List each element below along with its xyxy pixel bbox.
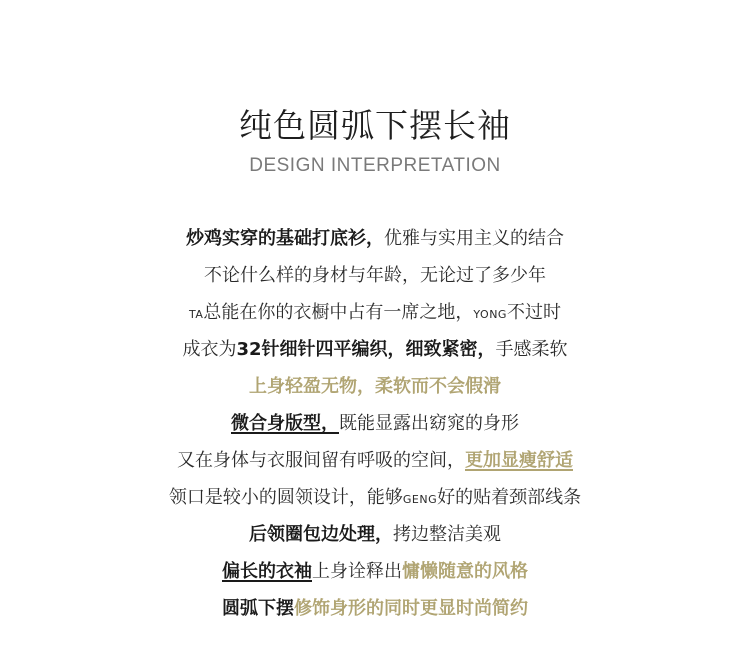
plain-text: 领口是较小的圆领设计，能够 [168, 487, 403, 508]
page-title: 纯色圆弧下摆长袖 [239, 106, 511, 145]
accent-text: 修饰身形的同时更显时尚简约 [294, 598, 528, 619]
accent-text: 慵懒随意的风格 [402, 561, 528, 582]
description-line-9 [0, 516, 750, 553]
underlined-highlight-text: 偏长的衣袖 [222, 561, 312, 582]
plain-text: 上身诠释出 [312, 561, 402, 582]
underlined-highlight-text: 微合身版型， [231, 413, 339, 434]
description-line-7 [0, 442, 750, 479]
small-caps-text: GENG [402, 493, 438, 506]
description-line-2 [0, 257, 750, 294]
page-subtitle: DESIGN INTERPRETATION [249, 155, 501, 176]
plain-text: 又在身体与衣服间留有呼吸的空间， [177, 450, 465, 471]
small-caps-text: TA [189, 308, 204, 321]
description-line-6 [0, 405, 750, 442]
description-line-3 [0, 294, 750, 331]
accent-text: 上身轻盈无物，柔软而不会假滑 [249, 376, 501, 397]
underlined-accent-text: 更加显瘦舒适 [465, 450, 573, 471]
description-line-1 [0, 220, 750, 257]
plain-text: 不过时 [506, 302, 561, 323]
description-line-10 [0, 553, 750, 590]
description-text [0, 220, 750, 627]
description-line-11 [0, 590, 750, 627]
plain-text: 好的贴着颈部线条 [437, 487, 582, 508]
plain-text: 总能在你的衣橱中占有一席之地， [203, 302, 474, 323]
description-line-4 [0, 331, 750, 368]
plain-text: 不论什么样的身材与年龄，无论过了多少年 [204, 265, 546, 286]
description-line-5 [0, 368, 750, 405]
highlight-text: 后领圈包边处理， [249, 524, 393, 545]
small-caps-text: YONG [473, 308, 507, 321]
plain-text: 拷边整洁美观 [393, 524, 501, 545]
plain-text: 既能显露出窈窕的身形 [339, 413, 519, 434]
plain-text: 手感柔软 [495, 339, 568, 360]
highlight-text: 炒鸡实穿的基础打底衫， [186, 228, 384, 249]
highlight-text: 32针细针四平编织，细致紧密， [236, 339, 496, 360]
plain-text: 优雅与实用主义的结合 [384, 228, 564, 249]
plain-text: 成衣为 [182, 339, 237, 360]
highlight-text: 圆弧下摆 [222, 598, 294, 619]
description-line-8 [0, 479, 750, 516]
